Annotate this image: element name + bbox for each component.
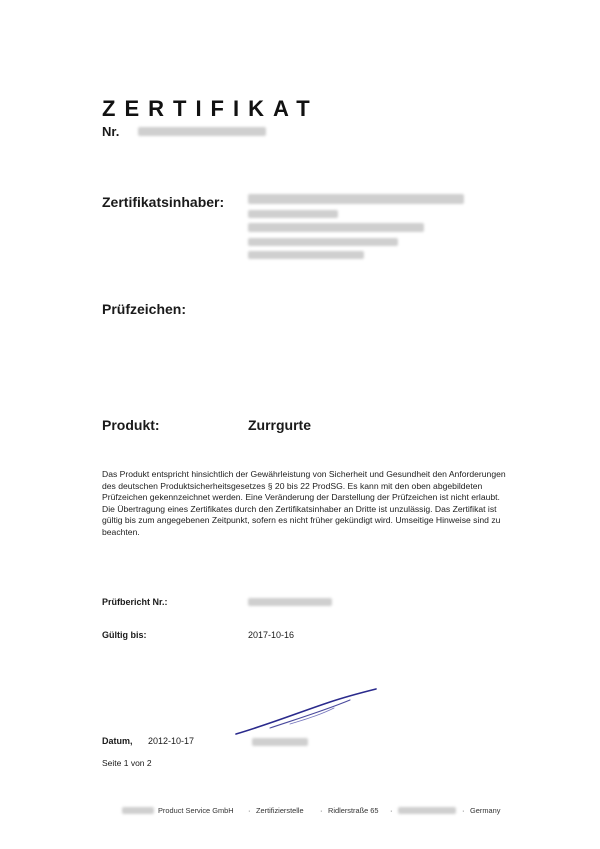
valid-until-value: 2017-10-16: [248, 630, 295, 640]
footer-street: Ridlerstraße 65: [328, 806, 379, 815]
footer-company-prefix-redacted: [122, 807, 154, 814]
footer-company: Product Service GmbH: [158, 806, 234, 815]
test-report-label: Prüfbericht Nr.:: [102, 597, 168, 607]
test-mark-label: Prüfzeichen:: [102, 301, 187, 317]
holder-label: Zertifikatsinhaber:: [102, 194, 225, 210]
valid-until-label: Gültig bis:: [102, 630, 147, 640]
footer-city-redacted: [398, 807, 456, 814]
footer-separator: ·: [320, 806, 323, 815]
footer-department: Zertifizierstelle: [256, 806, 304, 815]
date-label: Datum,: [102, 736, 133, 746]
signatory-name-redacted: [252, 738, 308, 746]
footer-separator: ·: [248, 806, 251, 815]
test-report-number-redacted: [248, 598, 332, 606]
certificate-number-label: Nr.: [102, 124, 120, 139]
page-indicator: Seite 1 von 2: [102, 758, 152, 768]
footer-separator: ·: [462, 806, 465, 815]
product-value: Zurrgurte: [248, 417, 311, 433]
date-value: 2012-10-17: [148, 736, 195, 746]
product-label: Produkt:: [102, 417, 160, 433]
signature-image: [230, 684, 390, 744]
certificate-number-redacted: [138, 127, 266, 136]
footer-separator: ·: [390, 806, 393, 815]
footer-country: Germany: [470, 806, 501, 815]
certificate-title: ZERTIFIKAT: [102, 96, 319, 121]
certificate-body-text: Das Produkt entspricht hinsichtlich der Gewährleistung von Sicherheit und Gesundheit den Anforderungen des deutschen Produktsicherheitsgesetzes § 20 bis 22 ProdSG. Es kann mit den oben abgebildeten Prüfzeichen gekennzeichnet werden. Eine Veränderung der Darstellung der Prüfzeichen ist nicht erlaubt. Die Übertragung eines Zertifikates durch den Zertifikatsinhaber an Dritte ist unzulässig. Das Zertifikat ist gültig bis zum angegebenen Zeitpunkt, sofern es nicht früher gekündigt wird. Umseitige Hinweise sind zu beachten.: [102, 469, 506, 537]
